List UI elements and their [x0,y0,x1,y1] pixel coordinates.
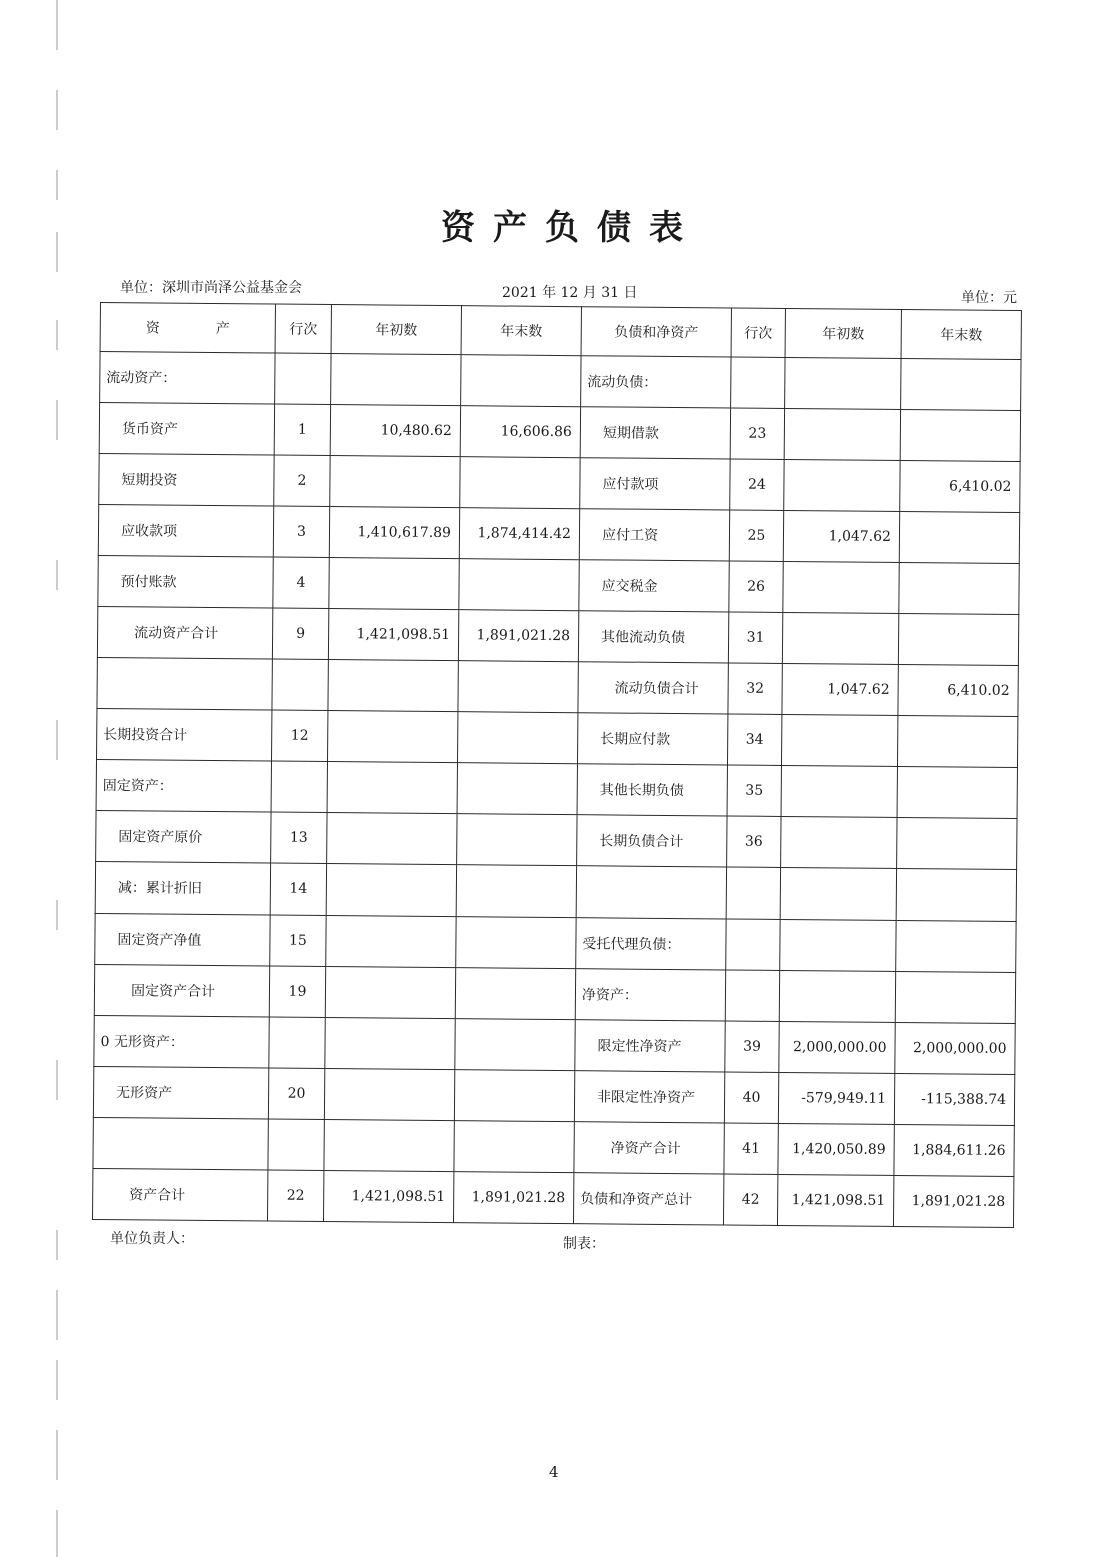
liability-begin-value [781,817,897,869]
liability-line-no: 26 [729,561,783,613]
liability-end-value: 1,884,611.26 [894,1124,1014,1176]
liability-line-no [726,867,780,919]
footer-preparer-signature: 制表： [563,1236,605,1252]
asset-label: 固定资产合计 [94,964,269,1017]
table-row [93,1066,1014,1125]
liability-line-no: 23 [730,408,784,460]
liability-label: 长期应付款 [577,713,727,765]
liability-label: 其他流动负债 [578,611,728,663]
asset-line-no: 1 [274,404,330,456]
table-row [92,1168,1013,1227]
liability-begin-value [782,613,898,665]
liability-begin-value: -579,949.11 [778,1072,894,1124]
liability-end-value [897,716,1017,768]
liability-begin-value [783,562,899,614]
liability-label: 非限定性净资产 [574,1070,724,1122]
liability-end-value [900,410,1020,462]
asset-end-value [454,1069,574,1121]
liability-end-value [899,563,1019,615]
liability-begin-value [780,919,896,971]
liability-label: 流动负债合计 [578,662,728,714]
asset-line-no [269,1017,325,1069]
asset-label: 流动资产合计 [97,607,272,660]
table-row [98,556,1019,615]
liability-line-no [731,357,785,409]
table-row [99,454,1020,513]
table-header-row [100,303,1021,360]
table-row [94,964,1015,1023]
binding-mark [56,560,58,590]
liability-line-no: 35 [727,765,781,817]
asset-end-value [459,559,579,611]
liability-label: 限定性净资产 [575,1019,725,1071]
liability-line-no: 41 [724,1123,778,1175]
asset-begin-value [327,762,457,814]
binding-mark [56,1230,58,1260]
asset-begin-value: 10,480.62 [330,405,460,457]
binding-mark [56,320,58,350]
asset-line-no: 12 [271,710,327,762]
asset-label: 应收款项 [98,505,273,558]
liability-label: 短期借款 [580,407,730,459]
asset-begin-value [325,1017,455,1069]
liability-label: 长期负债合计 [577,815,727,867]
liability-end-value [899,512,1019,564]
liability-end-value: 6,410.02 [898,665,1018,717]
asset-line-no: 3 [273,506,329,558]
asset-label: 无形资产 [93,1066,268,1119]
table-row [93,1117,1014,1176]
header-end-right: 年末数 [901,309,1021,359]
binding-mark [56,1510,58,1557]
liability-line-no: 42 [723,1174,777,1226]
liability-label: 应交税金 [579,560,729,612]
liability-label: 净资产合计 [574,1121,724,1173]
binding-mark [56,90,58,130]
binding-mark [56,400,58,440]
liability-line-no [726,919,780,971]
asset-begin-value [329,558,459,610]
asset-label: 固定资产： [96,760,271,813]
asset-end-value [455,967,575,1019]
asset-line-no: 9 [272,608,328,660]
page-number: 4 [549,1463,559,1481]
liability-begin-value: 1,421,098.51 [777,1174,893,1226]
liability-label: 负债和净资产总计 [573,1172,723,1225]
liability-begin-value [784,460,900,512]
asset-end-value: 1,891,021.28 [458,610,578,662]
liability-end-value: -115,388.74 [894,1073,1014,1125]
liability-end-value [896,869,1016,921]
asset-begin-value [324,1119,454,1171]
liability-label: 应付款项 [580,458,730,510]
liability-begin-value [784,409,900,461]
asset-label: 资产合计 [92,1168,267,1221]
asset-label: 减：累计折旧 [95,862,270,915]
asset-line-no: 14 [270,863,326,915]
liability-end-value [897,767,1017,819]
liability-label [576,866,726,918]
binding-mark [56,1430,58,1480]
asset-begin-value [328,660,458,712]
liability-begin-value [785,357,901,409]
asset-line-no: 2 [274,455,330,507]
liability-end-value: 1,891,021.28 [893,1175,1013,1227]
asset-end-value [457,814,577,866]
liability-begin-value: 1,047.62 [783,511,899,563]
reporting-entity: 单位：深圳市尚泽公益基金会 [120,280,302,296]
binding-mark [56,1290,58,1340]
table-row [94,1015,1015,1074]
footer-head-signature: 单位负责人： [110,1231,194,1247]
liability-begin-value [779,970,895,1022]
binding-mark [56,720,58,760]
asset-line-no: 15 [270,915,326,967]
table-row [96,760,1017,819]
liability-line-no [725,970,779,1022]
document-title: 资产负债表 [441,208,701,248]
liability-begin-value [781,766,897,818]
asset-begin-value [331,354,461,406]
asset-line-no: 19 [269,966,325,1018]
liability-end-value [896,920,1016,972]
liability-end-value [897,818,1017,870]
asset-label: 长期投资合计 [97,709,272,762]
header-begin: 年初数 [331,305,461,355]
liability-begin-value: 1,047.62 [782,664,898,716]
asset-begin-value: 1,421,098.51 [323,1170,453,1222]
liability-end-value [901,358,1021,410]
liability-begin-value: 2,000,000.00 [779,1021,895,1073]
asset-begin-value: 1,410,617.89 [329,507,459,559]
asset-end-value: 1,891,021.28 [453,1171,573,1223]
header-line: 行次 [275,304,331,353]
asset-label: 流动资产： [100,352,275,405]
binding-mark [56,900,58,930]
table-row [95,862,1016,921]
asset-label: 0 无形资产： [94,1015,269,1068]
liability-label: 受托代理负债： [576,917,726,969]
binding-mark [56,170,58,200]
asset-end-value [458,661,578,713]
asset-label [97,658,272,711]
table-row [99,403,1020,462]
asset-end-value [457,712,577,764]
currency-unit: 单位：元 [961,290,1017,306]
table-row [97,709,1018,768]
table-row [97,607,1018,666]
liability-line-no: 32 [728,663,782,715]
liability-end-value [895,971,1015,1023]
balance-sheet-table [92,302,1022,1228]
asset-begin-value [325,966,455,1018]
header-line-right: 行次 [731,308,785,357]
liability-begin-value [780,868,896,920]
liability-end-value: 2,000,000.00 [895,1022,1015,1074]
asset-end-value [454,1120,574,1172]
asset-label [93,1117,268,1170]
asset-end-value [460,457,580,509]
liability-label: 其他长期负债 [577,764,727,816]
header-end: 年末数 [461,306,581,356]
header-liabilities: 负债和净资产 [581,307,731,357]
asset-label: 货币资产 [99,403,274,456]
asset-line-no [272,659,328,711]
liability-label: 流动负债： [581,356,731,408]
asset-line-no: 4 [273,557,329,609]
asset-line-no [275,353,331,405]
liability-line-no: 39 [725,1021,779,1073]
asset-end-value [456,916,576,968]
report-date: 2021 年 12 月 31 日 [502,285,638,301]
liability-line-no: 31 [728,612,782,664]
asset-begin-value [327,813,457,865]
asset-begin-value [324,1068,454,1120]
asset-end-value [456,865,576,917]
asset-end-value [455,1018,575,1070]
asset-line-no [271,761,327,813]
asset-label: 固定资产原价 [96,811,271,864]
liability-label: 净资产： [575,968,725,1020]
table-row [95,913,1016,972]
asset-label: 预付账款 [98,556,273,609]
asset-label: 短期投资 [99,454,274,507]
balance-sheet [92,302,1021,1228]
header-assets-char: 资 [145,320,160,337]
liability-line-no: 36 [727,816,781,868]
asset-end-value [461,355,581,407]
binding-mark [56,0,58,50]
liability-line-no: 40 [724,1072,778,1124]
asset-begin-value: 1,421,098.51 [328,609,458,661]
header-begin-right: 年初数 [785,308,901,358]
asset-begin-value [326,915,456,967]
liability-end-value: 6,410.02 [900,461,1020,513]
asset-line-no: 22 [267,1170,323,1222]
asset-end-value: 1,874,414.42 [459,508,579,560]
table-row [100,352,1021,411]
asset-begin-value [330,456,460,508]
header-assets-char: 产 [215,321,230,338]
asset-end-value: 16,606.86 [460,406,580,458]
asset-begin-value [327,711,457,763]
liability-end-value [898,614,1018,666]
asset-end-value [457,763,577,815]
binding-mark [56,1360,58,1400]
asset-line-no: 13 [271,812,327,864]
liability-begin-value [781,715,897,767]
asset-begin-value [326,864,456,916]
liability-begin-value: 1,420,050.89 [778,1123,894,1175]
asset-label: 固定资产净值 [95,913,270,966]
binding-mark [56,1060,58,1100]
asset-line-no [268,1119,324,1171]
table-row [98,505,1019,564]
table-row [96,811,1017,870]
liability-label: 应付工资 [579,509,729,561]
table-row [97,658,1018,717]
liability-line-no: 24 [730,459,784,511]
liability-line-no: 25 [729,510,783,562]
liability-line-no: 34 [727,714,781,766]
header-assets [100,303,275,354]
asset-line-no: 20 [268,1068,324,1120]
